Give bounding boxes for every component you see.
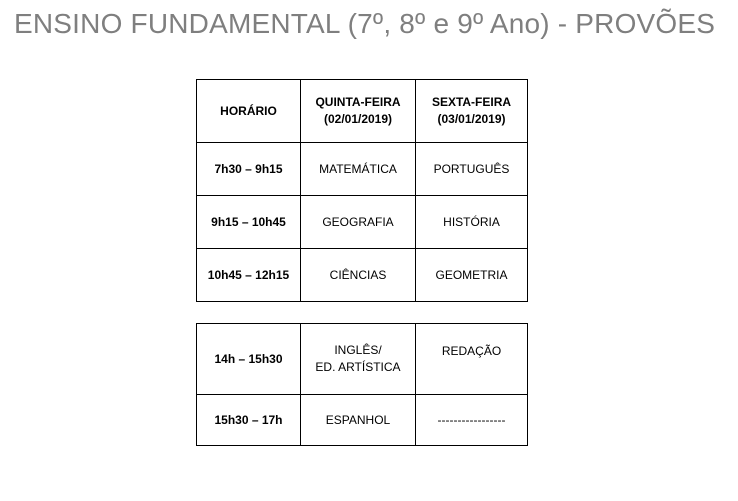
table-header-row — [197, 80, 528, 143]
time-cell: 7h30 – 9h15 — [197, 143, 301, 196]
time-cell: 9h15 – 10h45 — [197, 196, 301, 249]
time-cell: 14h – 15h30 — [197, 324, 301, 395]
table-row — [197, 395, 528, 446]
table-row — [197, 143, 528, 196]
subject-line: INGLÊS/ — [334, 343, 382, 357]
time-cell: 10h45 – 12h15 — [197, 249, 301, 302]
subject-cell — [301, 324, 416, 395]
subject-cell: PORTUGUÊS — [416, 143, 528, 196]
time-cell: 15h30 – 17h — [197, 395, 301, 446]
table-row — [197, 249, 528, 302]
header-day2 — [416, 80, 528, 143]
morning-schedule-table — [196, 79, 528, 302]
header-day1-date: (02/01/2019) — [323, 112, 393, 126]
subject-cell: CIÊNCIAS — [301, 249, 416, 302]
page-title: ENSINO FUNDAMENTAL (7º, 8º e 9º Ano) - PROVÕES — [14, 8, 716, 39]
subject-cell: REDAÇÃO — [416, 324, 528, 395]
header-day1 — [301, 80, 416, 143]
header-day2-name: SEXTA-FEIRA — [431, 95, 512, 109]
subject-cell: ESPANHOL — [301, 395, 416, 446]
subject-cell: HISTÓRIA — [416, 196, 528, 249]
subject-cell: MATEMÁTICA — [301, 143, 416, 196]
subject-cell: ----------------- — [416, 395, 528, 446]
header-day2-date: (03/01/2019) — [437, 112, 506, 126]
table-row — [197, 324, 528, 395]
afternoon-schedule-table — [196, 323, 528, 446]
table-row — [197, 196, 528, 249]
header-time: HORÁRIO — [197, 80, 301, 143]
subject-cell: GEOGRAFIA — [301, 196, 416, 249]
header-day1-name: QUINTA-FEIRA — [315, 95, 401, 109]
subject-line: ED. ARTÍSTICA — [315, 360, 401, 374]
subject-cell: GEOMETRIA — [416, 249, 528, 302]
